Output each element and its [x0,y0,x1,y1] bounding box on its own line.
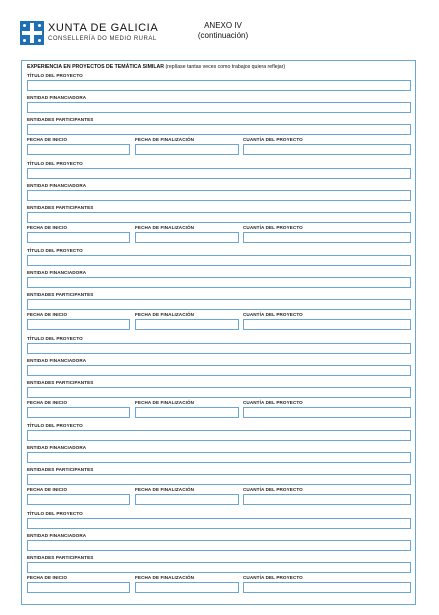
start-date-label: FECHA DE INICIO [27,487,68,492]
funding-entity-field[interactable] [27,365,411,376]
end-date-label: FECHA DE FINALIZACIÓN [135,137,195,142]
end-date-label: FECHA DE FINALIZACIÓN [135,312,195,317]
galicia-crest-icon [20,21,44,45]
project-amount-label: CUANTÍA DEL PROYECTO [243,312,303,317]
project-title-label: TÍTULO DEL PROYECTO [27,423,83,428]
section-title-text: EXPERIENCIA EN PROYECTOS DE TEMÁTICA SIMILAR [27,64,165,70]
section-title [27,64,285,70]
start-date-label: FECHA DE INICIO [27,137,68,142]
funding-entity-label: ENTIDAD FINANCIADORA [27,182,87,188]
start-date-label: FECHA DE INICIO [27,399,68,405]
project-amount-field[interactable] [243,407,411,418]
funding-entity-field[interactable] [27,190,411,201]
start-date-field[interactable] [27,407,130,418]
participating-entities-field[interactable] [27,299,411,310]
funding-entity-label: ENTIDAD FINANCIADORA [27,532,87,538]
funding-entity-field[interactable] [27,102,411,113]
start-date-label: FECHA DE INICIO [27,224,68,230]
participating-entities-label: ENTIDADES PARTICIPANTES [27,292,94,297]
participating-entities-field[interactable] [27,124,411,135]
project-amount-field[interactable] [243,232,411,243]
end-date-field[interactable] [135,494,239,505]
end-date-field[interactable] [135,582,239,593]
start-date-field[interactable] [27,232,130,243]
participating-entities-label: ENTIDADES PARTICIPANTES [27,467,94,472]
end-date-field[interactable] [135,407,239,418]
participating-entities-field[interactable] [27,212,411,223]
funding-entity-label: ENTIDAD FINANCIADORA [27,270,87,275]
project-title-label: TÍTULO DEL PROYECTO [27,160,83,166]
start-date-field[interactable] [27,319,130,330]
start-date-label: FECHA DE INICIO [27,574,68,580]
project-amount-field[interactable] [243,144,411,155]
project-title-field[interactable] [27,518,411,529]
project-title-field[interactable] [27,168,411,179]
participating-entities-field[interactable] [27,474,411,485]
project-title-label: TÍTULO DEL PROYECTO [27,248,83,253]
end-date-label: FECHA DE FINALIZACIÓN [135,487,195,492]
participating-entities-label: ENTIDADES PARTICIPANTES [27,554,94,560]
participating-entities-field[interactable] [27,562,411,573]
annex-heading [180,21,266,41]
funding-entity-field[interactable] [27,277,411,288]
project-title-field[interactable] [27,343,411,354]
project-title-field[interactable] [27,80,411,91]
project-title-label: TÍTULO DEL PROYECTO [27,510,83,516]
end-date-field[interactable] [135,319,239,330]
annex-subtitle: (continuación) [197,31,249,40]
end-date-label: FECHA DE FINALIZACIÓN [135,224,195,230]
start-date-field[interactable] [27,582,130,593]
annex-title: ANEXO IV [204,21,242,30]
funding-entity-label: ENTIDAD FINANCIADORA [27,445,87,450]
project-amount-label: CUANTÍA DEL PROYECTO [243,399,303,405]
funding-entity-field[interactable] [27,452,411,463]
participating-entities-label: ENTIDADES PARTICIPANTES [27,204,94,210]
project-title-field[interactable] [27,255,411,266]
end-date-field[interactable] [135,144,239,155]
funding-entity-label: ENTIDAD FINANCIADORA [27,95,87,100]
project-title-field[interactable] [27,430,411,441]
end-date-label: FECHA DE FINALIZACIÓN [135,399,195,405]
project-amount-field[interactable] [243,494,411,505]
start-date-field[interactable] [27,494,130,505]
section-note: (replíase tantas veces como trabajos quiera reflejar) [164,64,286,70]
project-amount-label: CUANTÍA DEL PROYECTO [243,487,303,492]
funding-entity-field[interactable] [27,540,411,551]
participating-entities-field[interactable] [27,387,411,398]
project-amount-label: CUANTÍA DEL PROYECTO [243,224,303,230]
end-date-label: FECHA DE FINALIZACIÓN [135,574,195,580]
start-date-field[interactable] [27,144,130,155]
project-title-label: TÍTULO DEL PROYECTO [27,335,83,341]
participating-entities-label: ENTIDADES PARTICIPANTES [27,117,94,122]
start-date-label: FECHA DE INICIO [27,312,68,317]
project-amount-label: CUANTÍA DEL PROYECTO [243,137,303,142]
project-amount-field[interactable] [243,319,411,330]
participating-entities-label: ENTIDADES PARTICIPANTES [27,379,94,385]
project-amount-field[interactable] [243,582,411,593]
project-title-label: TÍTULO DEL PROYECTO [27,73,83,78]
brand-name: XUNTA DE GALICIA [48,22,159,34]
department-name: CONSELLERÍA DO MEDIO RURAL [48,36,157,42]
project-amount-label: CUANTÍA DEL PROYECTO [243,574,303,580]
funding-entity-label: ENTIDAD FINANCIADORA [27,357,87,363]
end-date-field[interactable] [135,232,239,243]
